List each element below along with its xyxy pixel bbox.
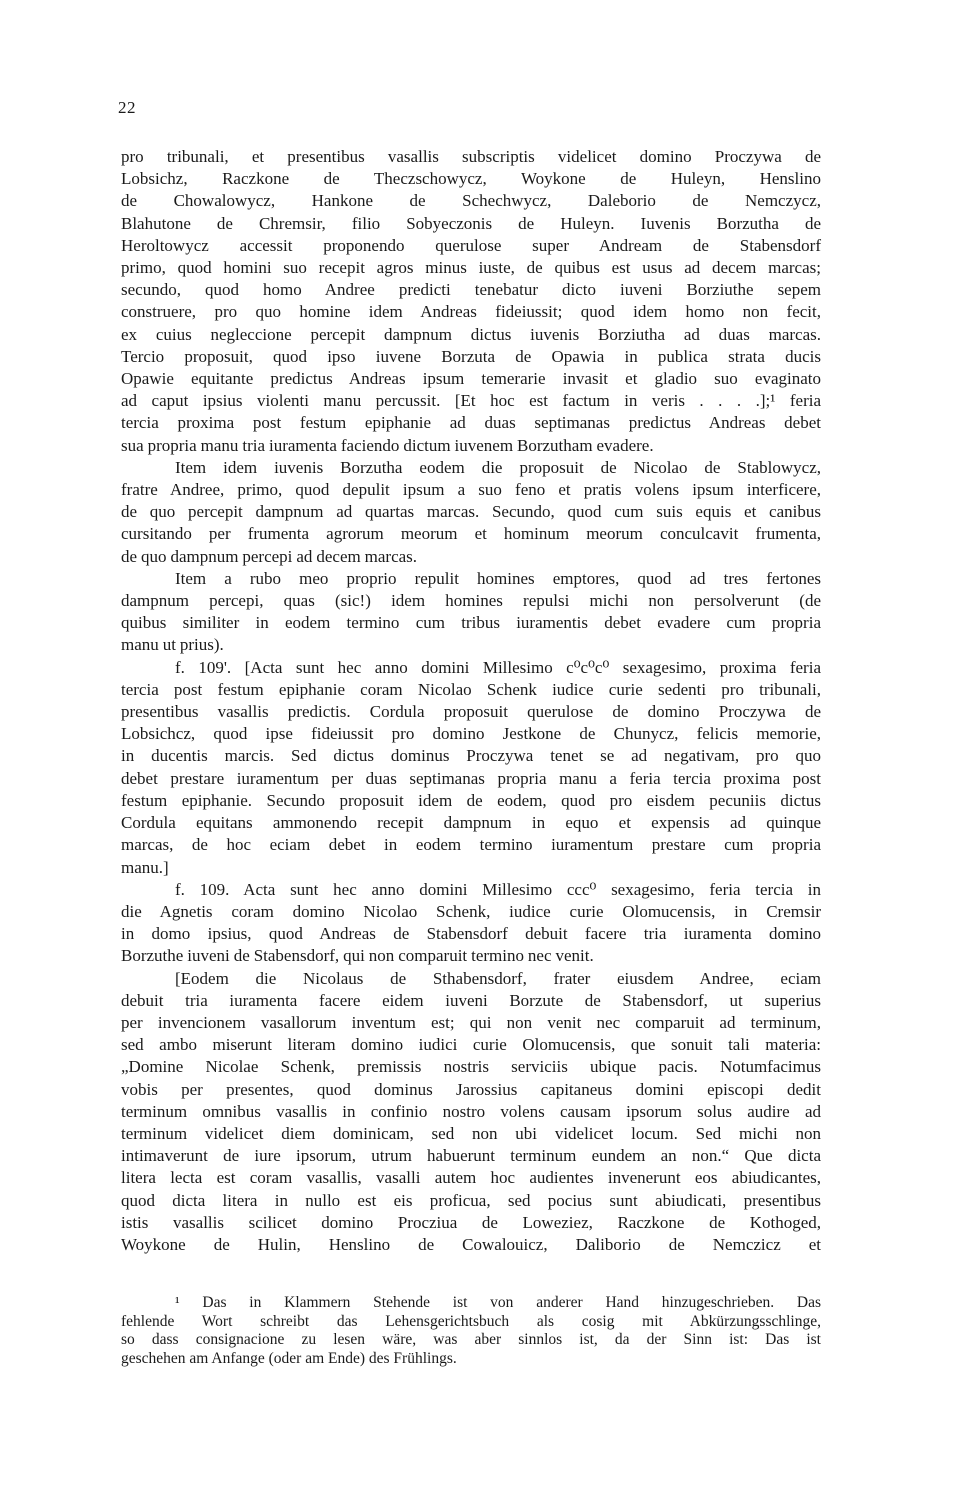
main-text [121, 146, 821, 1256]
text-line: tercia proxima post festum epiphanie ad duas septimanas predictus Andreas debet [121, 413, 821, 433]
text-line: Lobsichcz, quod ipse fideiussit pro domino Jestkone de Chunycz, felicis memorie, [121, 724, 821, 744]
text-line: Opawie equitante predictus Andreas ipsum temerarie invasit et gladio suo evaginato [121, 369, 821, 389]
text-line: intimaverunt de iure ipsorum, utrum habuerunt terminum eundem an non.“ Que dicta [121, 1146, 821, 1166]
text-line: Item idem iuvenis Borzutha eodem die proposuit de Nicolao de Stablowycz, [175, 457, 821, 477]
text-line: tercia post festum epiphanie coram Nicolao Schenk iudice curie sedenti pro tribunali, [121, 679, 821, 699]
text-line: Lobsichz, Raczkone de Theczschowycz, Woykone de Huleyn, Henslino [121, 169, 821, 189]
text-line: f. 109'. [Acta sunt hec anno domini Millesimo c⁰c⁰c⁰ sexagesimo, proxima feria [175, 657, 821, 677]
text-line: pro tribunali, et presentibus vasallis subscriptis videlicet domino Proczywa de [121, 147, 821, 166]
text-line: manu ut prius). [121, 635, 224, 655]
text-line: per invencionem vasallorum inventum est; qui non venit nec comparuit ad terminum, [121, 1012, 821, 1032]
text-line: in ducentis marcis. Sed dictus dominus Proczywa tenet se ad negativam, pro quo [121, 746, 821, 766]
footnotes [121, 1294, 821, 1368]
text-line: f. 109. Acta sunt hec anno domini Millesimo ccc⁰ sexagesimo, feria tercia in [175, 879, 821, 899]
text-line: Woykone de Hulin, Henslino de Cowalouicz, Daliborio de Nemczicz et [121, 1234, 821, 1254]
text-line: manu.] [121, 857, 169, 877]
text-line: debuit tria iuramenta facere eidem iuveni Borzute de Stabensdorf, ut superius [121, 990, 821, 1010]
text-line: vobis per presentes, quod dominus Jarossius capitaneus domini episcopi dedit [121, 1079, 821, 1099]
text-line: ad caput ipsius violenti manu percussit. [Et hoc est factum in veris . . . .];¹ feria [121, 391, 821, 411]
footnote-separator [121, 1288, 821, 1289]
text-line: de Chowalowycz, Hankone de Schechwycz, Daleborio de Nemczycz, [121, 191, 821, 211]
text-line: Heroltowycz accessit proponendo querulose super Andream de Stabensdorf [121, 235, 821, 255]
text-line: presentibus vasallis predictis. Cordula proposuit querulose de domino Proczywa de [121, 702, 821, 722]
text-line: Borzuthe iuveni de Stabensdorf, qui non comparuit termino nec venit. [121, 946, 594, 966]
text-line: quod dicta litera in nullo est eis proficua, sed pocius sunt abiudicati, presentibus [121, 1190, 821, 1210]
text-line: istis vasallis scilicet domino Procziua de Loweziez, Raczkone de Kothoged, [121, 1212, 821, 1232]
text-line: sed ambo miserunt literam domino iudici curie Olomucensis, que sonuit tali materia: [121, 1035, 821, 1055]
footnote-line: fehlende Wort schreibt das Lehensgerichtsbuch als cosig mit Abkürzungsschlinge, [121, 1312, 821, 1330]
text-line: Tercio proposuit, quod ipso iuvene Borzuta de Opawia in publica strata ducis [121, 346, 821, 366]
text-line: [Eodem die Nicolaus de Sthabensdorf, frater eiusdem Andree, eciam [175, 968, 821, 988]
footnote-line: ¹ Das in Klammern Stehende ist von anderer Hand hinzugeschrieben. Das [175, 1294, 821, 1311]
text-line: marcas, de hoc eciam debet in eodem termino iuramentum prestare cum propria [121, 835, 821, 855]
text-line: debet prestare iuramentum per duas septimanas propria manu a feria tercia proxima post [121, 768, 821, 788]
text-line: terminum omnibus vasallis in confinio nostro volens causam ipsorum solus audire ad [121, 1101, 821, 1121]
text-line: cursitando per frumenta agrorum meorum et hominum meorum conculcavit frumenta, [121, 524, 821, 544]
text-line: secundo, quod homo Andree predicti tenebatur dicto iuveni Borziuthe sepem [121, 280, 821, 300]
text-line: fratre Andree, primo, quod depulit ipsum a suo feno et pratis volens ipsum interficere, [121, 480, 821, 500]
text-line: de quo dampnum percepi ad decem marcas. [121, 546, 418, 566]
text-line: ex cuius negleccione percepit dampnum dictus iuvenis Borziutha ad duas marcas. [121, 324, 821, 344]
footnote-line: geschehen am Anfange (oder am Ende) des Frühlings. [121, 1349, 457, 1367]
text-line: primo, quod homini suo recepit agros minus iuste, de quibus est usus ad decem marcas; [121, 258, 821, 278]
text-line: dampnum percepi, quas (sic!) idem homines repulsi michi non persolverunt (de [121, 591, 821, 611]
text-line: festum epiphanie. Secundo proposuit idem de eodem, quod pro eisdem pecuniis dictus [121, 790, 821, 810]
page-number: 22 [118, 98, 136, 117]
text-line: sua propria manu tria iuramenta faciendo dictum iuvenem Borzutham evadere. [121, 435, 654, 455]
text-line: litera lecta est coram vasallis, vasalli autem hoc audientes invenerunt eos abiudicantes, [121, 1168, 821, 1188]
text-line: die Agnetis coram domino Nicolao Schenk, iudice curie Olomucensis, in Cremsir [121, 901, 821, 921]
footnote-line: so dass consignacione zu lesen wäre, was aber sinnlos ist, da der Sinn ist: Das ist [121, 1331, 821, 1349]
text-line: de quo percepit dampnum ad quartas marcas. Secundo, quod cum suis equis et canibus [121, 502, 821, 522]
text-line: Item a rubo meo proprio repulit homines emptores, quod ad tres fertones [175, 568, 821, 588]
text-line: terminum videlicet diem dominicam, sed non ubi videlicet locum. Sed michi non [121, 1123, 821, 1143]
text-line: in domo ipsius, quod Andreas de Stabensdorf debuit facere tria iuramenta domino [121, 924, 821, 944]
text-line: construere, pro quo homine idem Andreas fideiussit; quod idem homo non fecit, [121, 302, 821, 322]
text-line: Blahutone de Chremsir, filio Sobyeczonis de Huleyn. Iuvenis Borzutha de [121, 213, 821, 233]
text-line: „Domine Nicolae Schenk, premissis nostris serviciis ubique pacis. Notumfacimus [121, 1057, 821, 1077]
text-line: Cordula equitans ammonendo recepit dampnum in equo et expensis ad quinque [121, 813, 821, 833]
text-line: quibus similiter in eodem termino cum tribus iuramentis debet evadere cum propria [121, 613, 821, 633]
